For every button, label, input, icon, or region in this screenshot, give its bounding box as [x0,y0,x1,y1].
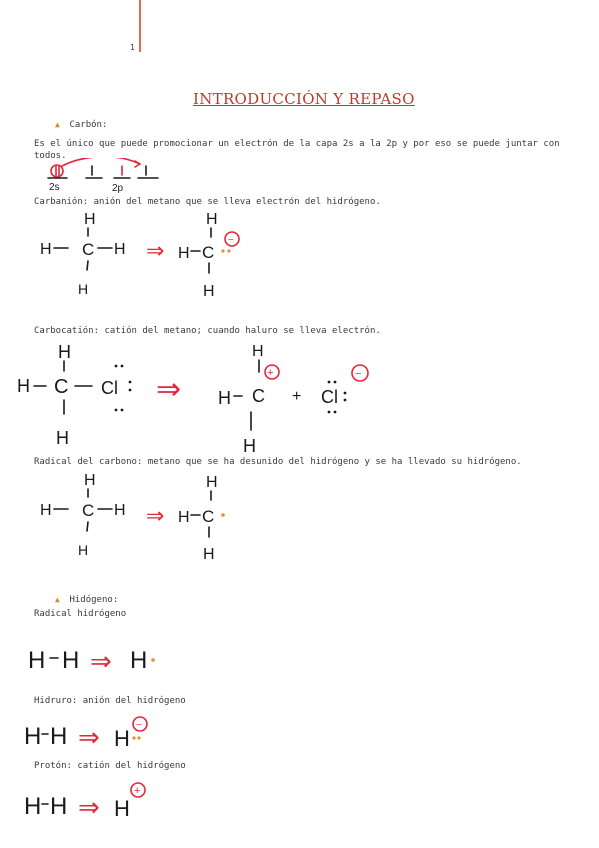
svg-text:H: H [114,502,126,519]
svg-text:⇒: ⇒ [146,503,165,528]
svg-text:H: H [114,796,130,821]
orbital-2p-label: 2p [112,183,124,194]
svg-text:H: H [58,342,71,362]
svg-text:C: C [202,507,215,526]
carbon-radical-diagram [30,467,250,563]
margin-line [139,0,141,52]
svg-text:H: H [206,474,218,491]
proton-text: Protón: catión del hidrógeno [34,761,186,771]
hydrogen-heading-label: Hidógeno: [69,595,119,605]
carbon-paragraph: Es el único que puede promocionar un electrón de la capa 2s a la 2p y por eso se puede juntar con todos. [34,139,560,161]
carbon-heading [55,112,107,131]
svg-text:H: H [17,376,30,396]
svg-text:H: H [84,472,96,489]
svg-text:C: C [82,240,95,259]
hydrogen-heading [55,587,118,606]
svg-text:⇒: ⇒ [78,722,100,752]
svg-text:⇒: ⇒ [78,792,100,822]
svg-text:H: H [178,245,190,262]
svg-text:H: H [178,509,190,526]
carbon-radical-text: Radical del carbono: metano que se ha desunido del hidrógeno y se ha llevado su hidrógeno. [34,457,522,467]
svg-text:H: H [50,793,68,820]
svg-text:⇒: ⇒ [90,646,112,676]
carbocation-diagram [14,338,384,456]
svg-text:⇒: ⇒ [156,373,182,406]
svg-text:+: + [267,367,274,379]
svg-text:H: H [78,542,89,558]
hydride-diagram [22,710,172,752]
svg-text:H: H [50,723,68,750]
hydrogen-radical-diagram [26,640,176,680]
svg-text:H: H [203,546,215,563]
carbocation-text: Carbocatión: catión del metano; cuando haluro se lleva electrón. [34,326,381,336]
svg-text:+: + [134,785,141,797]
carbanion-diagram [30,206,260,304]
svg-text:H: H [243,436,256,456]
bullet-icon: ▲ [55,595,60,604]
svg-text:C: C [54,376,69,398]
svg-text:−: − [355,368,362,380]
svg-text:H: H [56,428,69,448]
svg-text:H: H [24,723,42,750]
svg-text:+: + [292,388,302,405]
svg-text:H: H [114,241,126,258]
bullet-icon: ▲ [55,120,60,129]
svg-text:H: H [78,281,89,297]
page-number: 1 [130,43,135,52]
svg-text:−: − [228,235,234,246]
svg-text:H: H [114,726,130,751]
svg-text:Cl: Cl [101,378,118,398]
svg-text:⇒: ⇒ [146,238,165,263]
page-title: INTRODUCCIÓN Y REPASO [193,90,415,108]
svg-text:C: C [252,386,265,406]
svg-text:H: H [40,241,52,258]
svg-text:H: H [28,647,46,674]
svg-text:H: H [130,647,148,674]
orbital-2s-label: 2s [49,182,60,193]
svg-text:H: H [40,502,52,519]
svg-text:H: H [62,647,80,674]
svg-text:H: H [203,283,215,300]
hydrogen-radical-text: Radical hidrógeno [34,609,127,619]
svg-text:H: H [24,793,42,820]
svg-text:H: H [218,388,231,408]
orbital-diagram [40,158,170,194]
svg-text:C: C [82,501,95,520]
svg-text:H: H [84,211,96,228]
svg-text:−: − [136,720,142,731]
svg-text:H: H [206,211,218,228]
svg-text:C: C [202,243,215,262]
hydride-text: Hidruro: anión del hidrógeno [34,696,186,706]
carbon-heading-label: Carbón: [69,120,108,130]
svg-text:Cl: Cl [321,387,338,407]
carbanion-text: Carbanión: anión del metano que se lleva electrón del hidrógeno. [34,197,381,207]
svg-text:H: H [252,343,264,360]
proton-diagram [22,776,172,822]
